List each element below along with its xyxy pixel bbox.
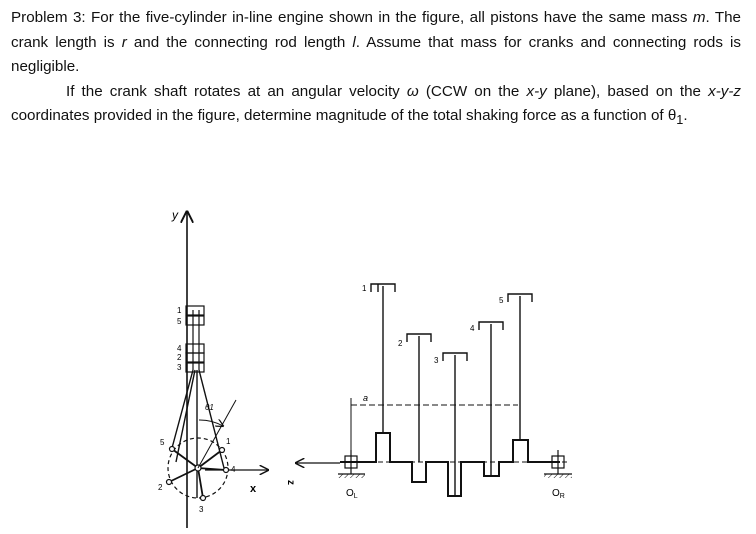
text-segment: 1 — [676, 113, 684, 128]
text-segment: (CCW on the — [418, 82, 527, 100]
right-bearing — [544, 450, 572, 478]
text-segment: x-y-z — [708, 82, 741, 100]
theta-reference-line — [198, 400, 236, 468]
engine-figure — [0, 200, 756, 534]
text-segment: Problem 3: For the five-cylinder in-line engine shown in the figure, all pistons have the same mass — [11, 9, 693, 26]
problem-paragraph-2 — [11, 80, 741, 133]
text-segment: l — [352, 33, 356, 51]
stack-label-4: 4 — [177, 344, 182, 353]
problem-paragraph-1 — [11, 6, 741, 80]
crank-label-1: 1 — [226, 437, 231, 446]
spacing-label: a — [363, 393, 369, 403]
stack-label-5: 5 — [177, 317, 182, 326]
cylinder-label-4: 4 — [470, 324, 475, 333]
front-view — [158, 208, 268, 528]
connecting-rods — [172, 370, 224, 498]
cylinder-label-3: 3 — [434, 356, 439, 365]
piston-rods — [371, 284, 532, 496]
cylinder-label-5: 5 — [499, 296, 504, 305]
crank-label-2: 2 — [158, 483, 163, 492]
text-segment: r — [121, 33, 127, 51]
crank-label-3: 3 — [199, 505, 204, 514]
z-axis-label: z — [285, 480, 296, 485]
text-segment: . Assume that mass for cranks and connecting rods is negligible. — [11, 33, 741, 76]
right-bearing-label: $O_R$ — [552, 488, 565, 500]
problem-statement — [11, 6, 741, 133]
crank-label-5: 5 — [160, 438, 165, 447]
stack-label-2: 2 — [177, 353, 182, 362]
y-axis-label: y — [172, 208, 178, 222]
crankshaft — [340, 433, 560, 496]
text-segment: . The crank length is — [11, 9, 741, 51]
stack-label-3: 3 — [177, 363, 182, 372]
text-segment: x-y — [526, 82, 547, 100]
text-segment: and the connecting rod length — [126, 33, 353, 51]
text-segment: m — [692, 9, 706, 26]
left-bearing-label: $O_L$ — [346, 488, 358, 500]
side-view — [285, 284, 572, 500]
cylinder-label-2: 2 — [398, 339, 403, 348]
text-segment: ω — [406, 82, 419, 100]
cylinder-label-1: 1 — [362, 284, 367, 293]
text-segment: . — [683, 107, 688, 125]
text-segment: If the crank shaft rotates at an angular velocity — [66, 82, 407, 100]
theta-arc — [199, 420, 223, 426]
x-axis-label: x — [250, 483, 257, 495]
theta-label: θ1 — [205, 403, 214, 412]
text-segment: coordinates provided in the figure, determine magnitude of the total shaking force as a function of θ — [11, 107, 677, 125]
piston-stack — [186, 306, 204, 372]
text-segment: plane), based on the — [546, 82, 709, 100]
stack-label-1: 1 — [177, 306, 182, 315]
crank-label-4: 4 — [231, 465, 236, 474]
